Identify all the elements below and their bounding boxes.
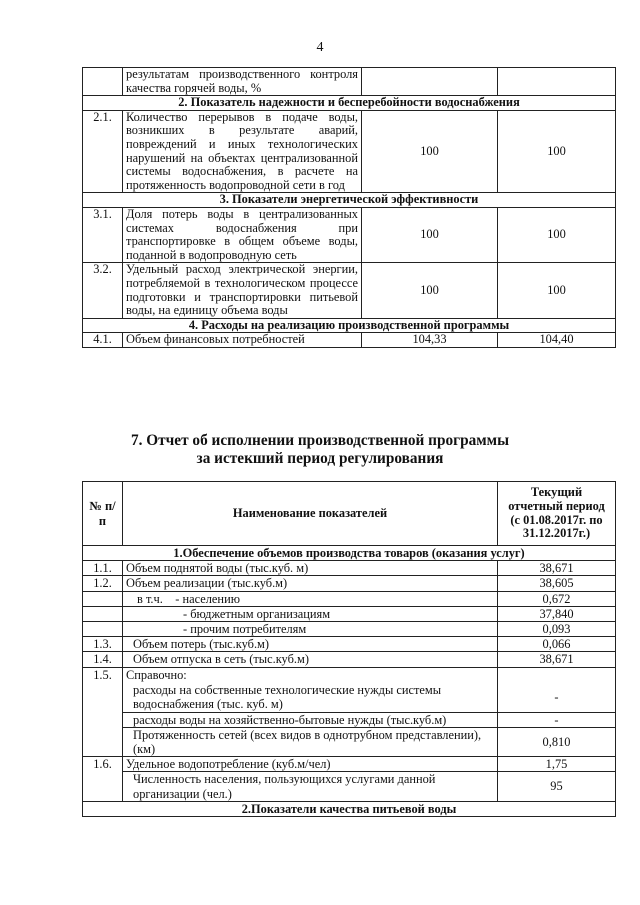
indicator-name: Протяженность сетей (всех видов в однотрубном представлении), (км) [123,727,498,756]
row-number: 2.1. [83,110,123,193]
indicator-value: 0,066 [498,637,616,652]
indicators-table [82,67,616,348]
section-title [0,432,640,468]
indicator-value: 0,672 [498,591,616,606]
row-number [83,68,123,96]
table-row [83,667,616,683]
indicator-name: Удельное водопотребление (куб.м/чел) [123,757,498,772]
header-number: № п/п [83,482,123,546]
row-number [83,606,123,621]
indicator-value: 38,671 [498,561,616,576]
indicator-value: 95 [498,772,616,801]
section-row [83,801,616,816]
indicator-value: 100 [362,263,498,318]
header-period-line: Текущий [530,485,583,500]
indicator-value: 0,093 [498,622,616,637]
section-heading: 4. Расходы на реализацию производственной программы [83,318,616,333]
report-table [82,481,616,817]
table-row [83,622,616,637]
table-row [83,637,616,652]
table-row [83,591,616,606]
indicator-name: Доля потерь воды в централизованных системах водоснабжения при транспортировке в общем объеме воды, поданной в водопроводную сеть [123,207,362,262]
table-row [83,683,616,712]
header-row [83,482,616,546]
table-row [83,757,616,772]
table-row [83,68,616,96]
indicator-name: Удельный расход электрической энергии, потребляемой в технологическом процессе подготовки и транспортировки питьевой воды, на единицу объема воды [123,263,362,318]
indicator-value: 100 [498,207,616,262]
indicator-value: 104,40 [498,333,616,348]
table-row [83,712,616,727]
header-period [498,482,616,546]
header-period-line: отчетный период [508,498,605,513]
row-number: 4.1. [83,333,123,348]
table-row [83,606,616,621]
row-number [83,591,123,606]
indicator-name: расходы на собственные технологические нужды системы водоснабжения (тыс. куб. м) [123,683,498,712]
table-row [83,263,616,318]
section-heading: 1.Обеспечение объемов производства товаров (оказания услуг) [83,546,616,561]
row-number: 1.2. [83,576,123,591]
header-period-line: (с 01.08.2017г. по [510,512,603,527]
table-row [83,772,616,801]
table-row [83,110,616,193]
section-title-line: за истекший период регулирования [196,450,444,467]
section-row [83,546,616,561]
indicator-name: Объем поднятой воды (тыс.куб. м) [123,561,498,576]
row-number: 3.1. [83,207,123,262]
indicator-name: - прочим потребителям [123,622,498,637]
section-heading: 2. Показатель надежности и бесперебойности водоснабжения [83,96,616,111]
section-row [83,193,616,208]
indicator-value: - [498,683,616,712]
indicator-value: 38,605 [498,576,616,591]
indicator-value: - [498,712,616,727]
indicator-name: Численность населения, пользующихся услугами данной организации (чел.) [123,772,498,801]
section-heading: 2.Показатели качества питьевой воды [83,801,616,816]
indicator-value: 1,75 [498,757,616,772]
header-name: Наименование показателей [123,482,498,546]
indicator-value: 100 [362,207,498,262]
indicator-value: 0,810 [498,727,616,756]
section-title-line: 7. Отчет об исполнении производственной программы [130,432,510,449]
indicator-name: Количество перерывов в подаче воды, возникших в результате аварий, повреждений и иных технологических нарушений на объектах централизованной системы водоснабжения, в расчете на протяженность водопроводной сети в год [123,110,362,193]
indicator-name: расходы воды на хозяйственно-бытовые нужды (тыс.куб.м) [123,712,498,727]
section-heading: 3. Показатели энергетической эффективности [83,193,616,208]
indicator-name: Справочно: [123,667,498,683]
indicator-value [498,667,616,683]
section-row [83,96,616,111]
indicator-name: результатам производственного контроля качества горячей воды, % [123,68,362,96]
row-number: 1.4. [83,652,123,667]
table-row [83,727,616,756]
indicator-value: 100 [498,110,616,193]
indicator-name: Объем отпуска в сеть (тыс.куб.м) [123,652,498,667]
indicator-name: Объем потерь (тыс.куб.м) [123,637,498,652]
row-number [83,622,123,637]
indicator-value: 100 [498,263,616,318]
row-number: 1.3. [83,637,123,652]
indicator-name: - бюджетным организациям [123,606,498,621]
table-row [83,561,616,576]
indicator-name: в т.ч. - населению [123,591,498,606]
table-row [83,576,616,591]
row-number: 3.2. [83,263,123,318]
row-number: 1.6. [83,757,123,802]
page-number: 4 [316,40,324,55]
table-row [83,333,616,348]
indicator-value [498,68,616,96]
indicator-name: Объем реализации (тыс.куб.м) [123,576,498,591]
indicator-value: 100 [362,110,498,193]
indicator-name: Объем финансовых потребностей [123,333,362,348]
section-row [83,318,616,333]
row-number: 1.5. [83,667,123,757]
indicator-value [362,68,498,96]
indicator-value: 38,671 [498,652,616,667]
indicator-value: 104,33 [362,333,498,348]
table-row [83,207,616,262]
table-row [83,652,616,667]
header-period-line: 31.12.2017г.) [522,526,591,541]
row-number: 1.1. [83,561,123,576]
indicator-value: 37,840 [498,606,616,621]
